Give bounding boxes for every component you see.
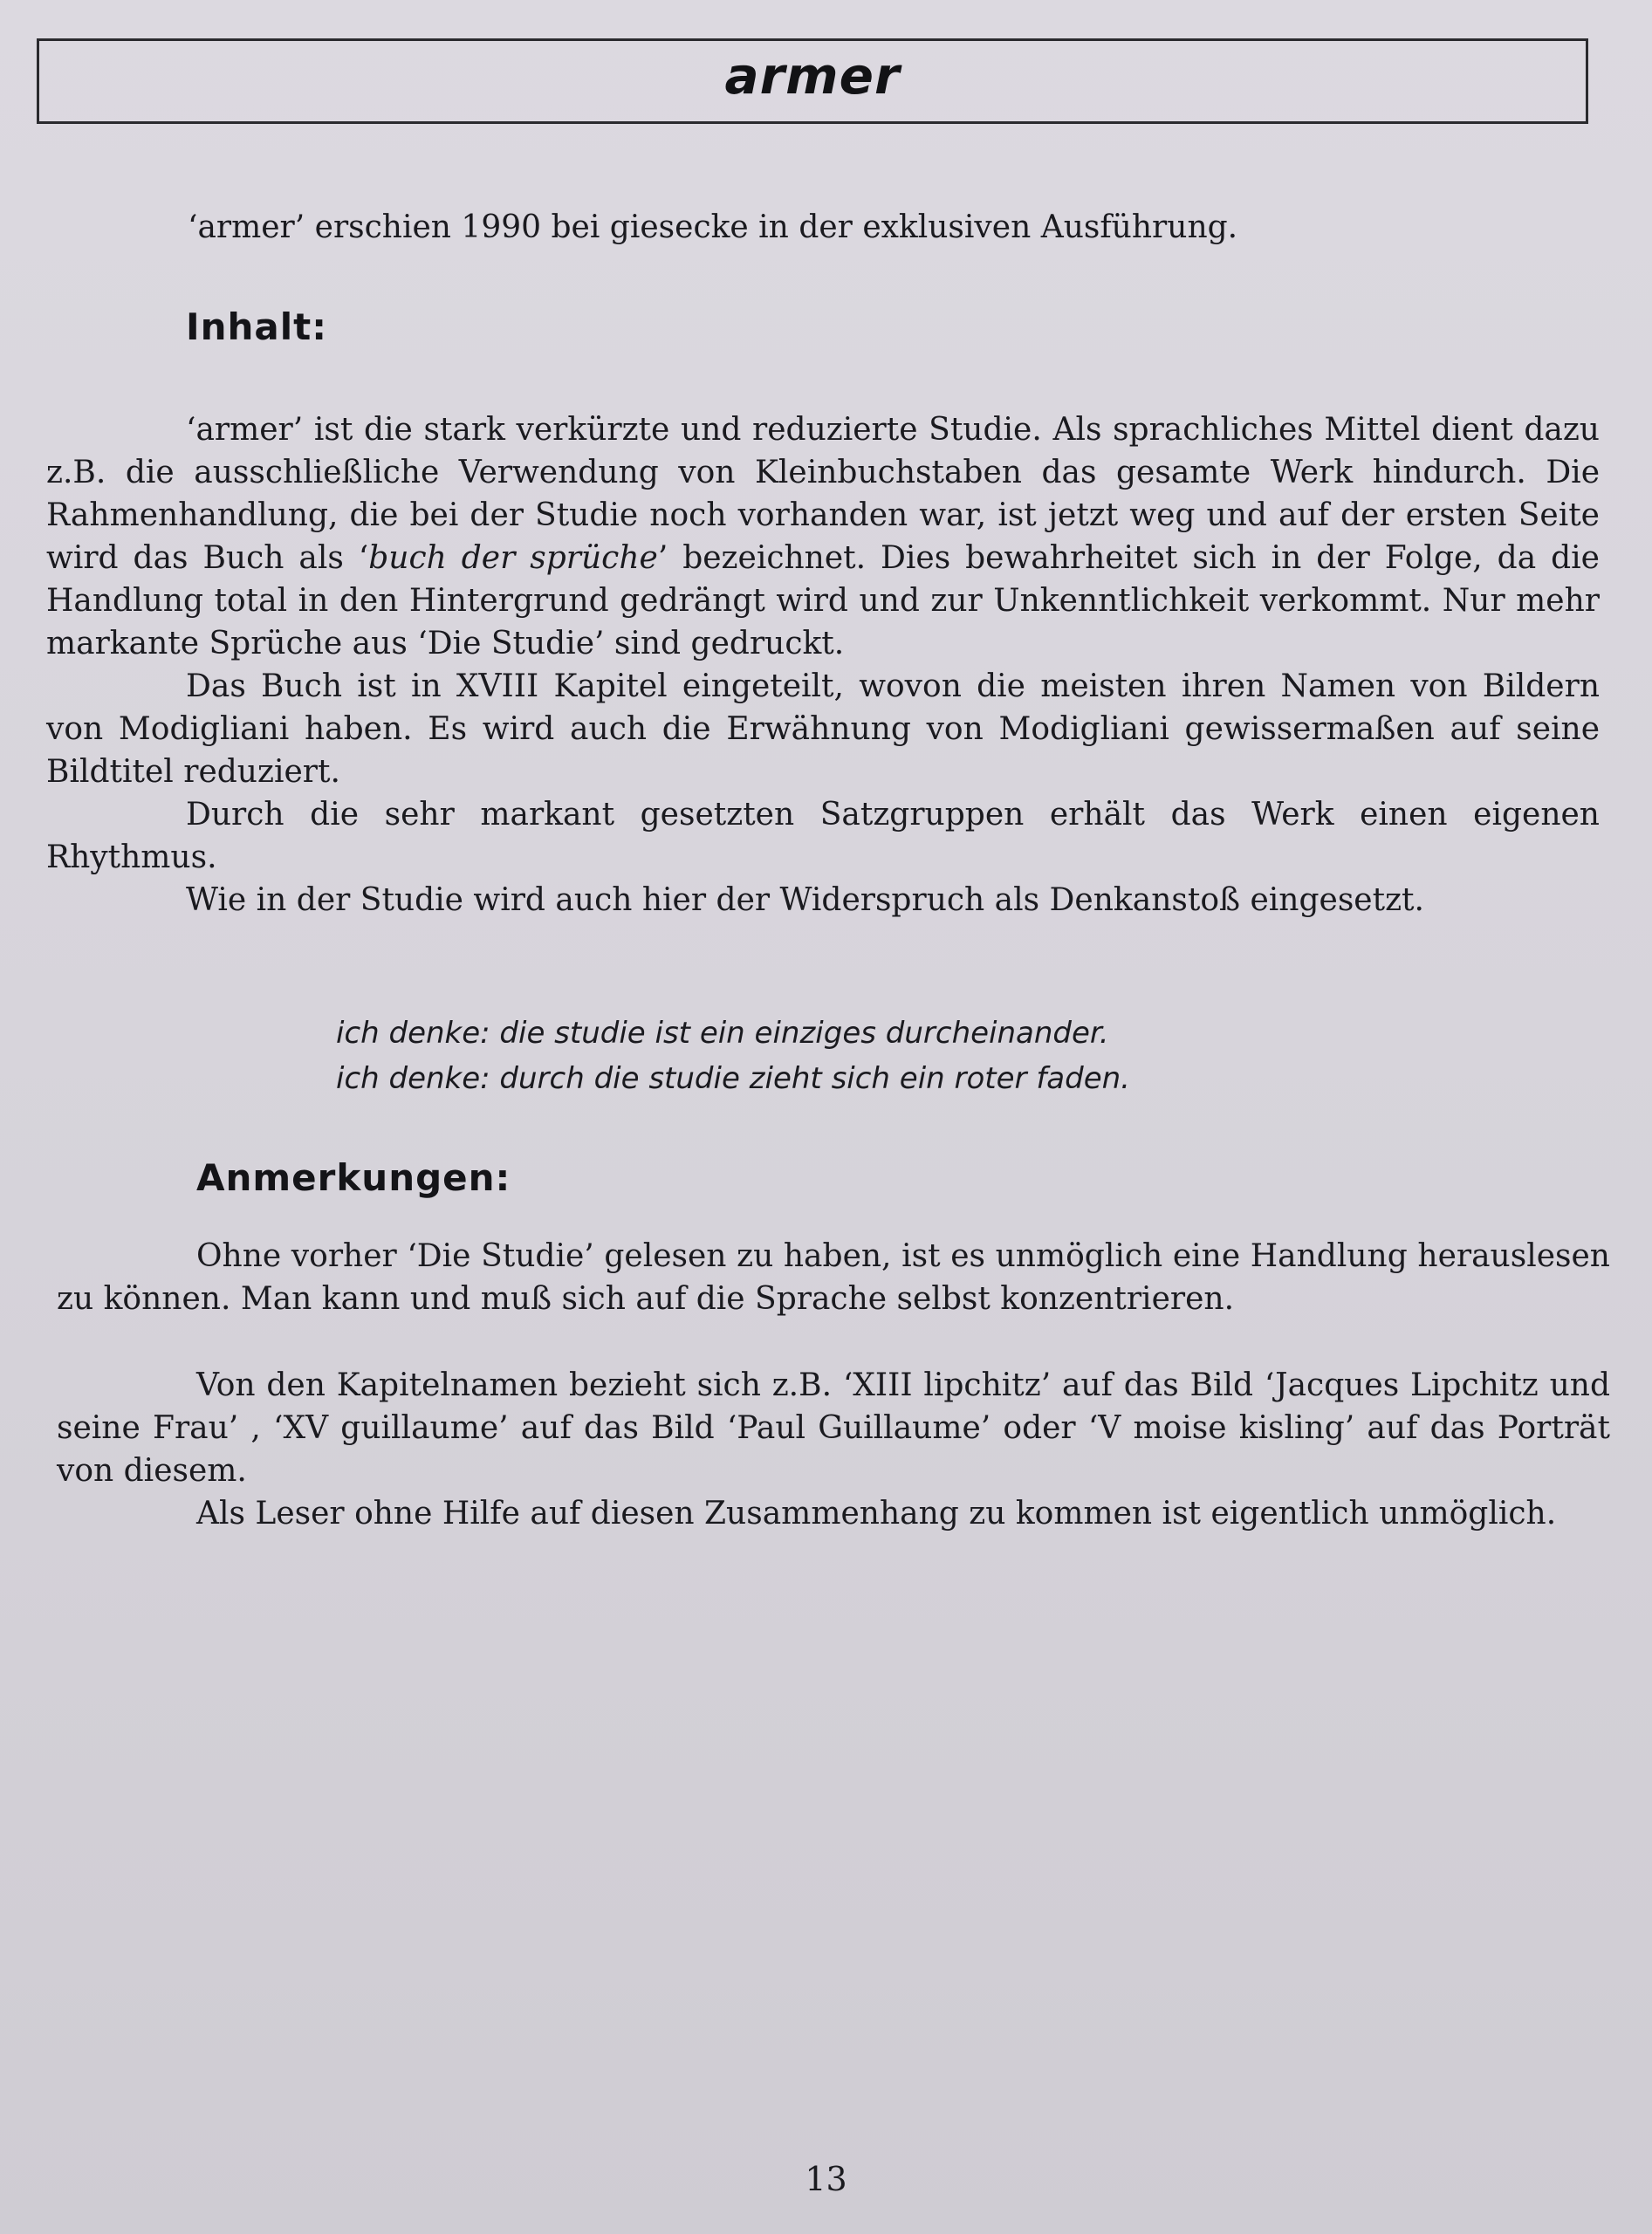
anmerkungen-paragraph-3: Als Leser ohne Hilfe auf diesen Zusammenhang zu kommen ist eigentlich unmöglich. bbox=[196, 1496, 1557, 1532]
quote-line-1: ich denke: die studie ist ein einziges durcheinander. bbox=[336, 1016, 1109, 1051]
heading-anmerkungen: Anmerkungen: bbox=[196, 1156, 511, 1199]
quote-block bbox=[336, 1011, 1130, 1101]
inhalt-p1-emphasis: buch der sprüche bbox=[368, 540, 658, 576]
inhalt-paragraph-4: Wie in der Studie wird auch hier der Widerspruch als Denkanstoß eingesetzt. bbox=[186, 882, 1424, 918]
page-number: 13 bbox=[805, 2160, 847, 2198]
anmerkungen-paragraph-1: Ohne vorher ‘Die Studie’ gelesen zu haben, ist es unmöglich eine Handlung herauslesen zu können. Man kann und muß sich auf die Sprache selbst konzentrieren. bbox=[57, 1238, 1610, 1317]
inhalt-paragraph-1 bbox=[46, 408, 1600, 665]
inhalt-paragraph-3: Durch die sehr markant gesetzten Satzgruppen erhält das Werk einen eigenen Rhythmus. bbox=[46, 797, 1600, 875]
intro-sentence: ‘armer’ erschien 1990 bei giesecke in der exklusiven Ausführung. bbox=[188, 209, 1238, 245]
inhalt-paragraph-2: Das Buch ist in XVIII Kapitel eingeteilt, wovon die meisten ihren Namen von Bildern von Modigliani haben. Es wird auch die Erwähnung von Modigliani gewissermaßen auf seine Bildtitel reduziert. bbox=[46, 668, 1600, 790]
title-box bbox=[37, 38, 1588, 124]
heading-inhalt: Inhalt: bbox=[186, 305, 328, 348]
anmerkungen-text bbox=[57, 1235, 1610, 1535]
anmerkungen-paragraph-2: Von den Kapitelnamen bezieht sich z.B. ‘XIII lipchitz’ auf das Bild ‘Jacques Lipchitz und seine Frau’ , ‘XV guillaume’ auf das Bild ‘Paul Guillaume’ oder ‘V moise kisling’ auf das Porträt von diesem. bbox=[57, 1367, 1610, 1489]
inhalt-p1-part-b: ’ bezeichnet. Dies bewahrheitet sich in der Folge, da die Handlung total in den Hintergrund gedrängt wird und zur Unkenntlichkeit verkommt. Nur mehr markante Sprüche aus ‘Die Studie’ sind gedruckt. bbox=[46, 540, 1600, 661]
quote-line-2: ich denke: durch die studie zieht sich ein roter faden. bbox=[336, 1061, 1130, 1096]
inhalt-p1-part-a: ‘armer’ ist die stark verkürzte und reduzierte Studie. Als sprachliches Mittel dient dazu z.B. die ausschließliche Verwendung von Kleinbuchstaben das gesamte Werk hindurch. Die Rahmenhandlung, die bei der Studie noch vorhanden war, ist jetzt weg und auf der ersten Seite wird das Buch als ‘ bbox=[46, 412, 1600, 576]
inhalt-text bbox=[46, 408, 1600, 922]
page-title: armer bbox=[724, 46, 901, 106]
